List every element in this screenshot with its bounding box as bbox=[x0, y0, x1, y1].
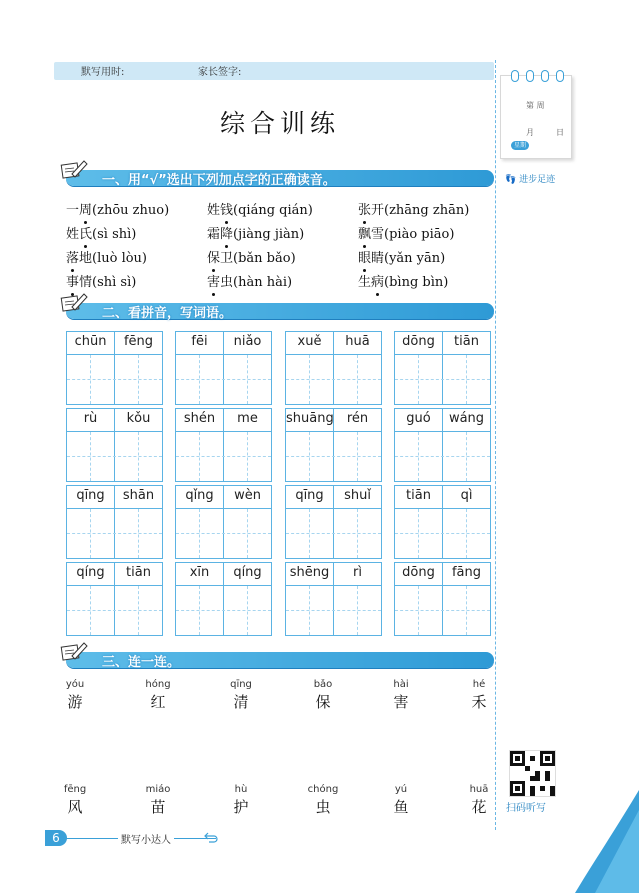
pencil-paper-icon bbox=[60, 291, 88, 313]
corner-decoration bbox=[575, 790, 639, 893]
item-text-post: 地(luò lòu) bbox=[79, 251, 148, 266]
pronunciation-item[interactable] bbox=[358, 247, 445, 266]
pinyin-syllable: guó bbox=[406, 411, 431, 426]
connect-bottom-item[interactable] bbox=[133, 784, 183, 817]
day-label: 日 bbox=[556, 128, 564, 137]
pinyin-syllable: dōng bbox=[402, 334, 435, 349]
guide-line bbox=[176, 533, 271, 534]
pinyin-syllable: qīng bbox=[76, 488, 105, 503]
dotted-character: 钱 bbox=[220, 203, 234, 218]
dotted-character: 落 bbox=[66, 251, 80, 266]
pencil-paper-icon bbox=[60, 640, 88, 662]
writing-cell[interactable] bbox=[175, 408, 272, 482]
section3-banner bbox=[66, 652, 494, 668]
cell-divider bbox=[114, 332, 115, 404]
return-arrow-icon bbox=[203, 832, 219, 844]
pronunciation-item[interactable] bbox=[66, 271, 136, 290]
guide-line bbox=[418, 432, 419, 481]
guide-line bbox=[286, 379, 381, 380]
pinyin-syllable: shén bbox=[183, 411, 216, 426]
guide-line bbox=[67, 456, 162, 457]
progress-text: 进步足迹 bbox=[519, 175, 556, 185]
guide-line bbox=[247, 355, 248, 404]
pinyin-syllable: qì bbox=[460, 488, 473, 503]
guide-line bbox=[90, 509, 91, 558]
item-text-post: 情(shì sì) bbox=[79, 275, 137, 290]
hanzi: 风 bbox=[67, 798, 83, 816]
item-text-post: (sì shì) bbox=[92, 227, 137, 242]
section1-banner bbox=[66, 170, 494, 186]
pinyin-syllable: qíng bbox=[233, 565, 262, 580]
pronunciation-item[interactable] bbox=[358, 271, 448, 290]
hanzi: 红 bbox=[150, 693, 166, 711]
guide-line bbox=[67, 379, 162, 380]
guide-line bbox=[395, 533, 490, 534]
margin-divider bbox=[495, 60, 496, 830]
guide-line bbox=[138, 509, 139, 558]
dotted-character: 保 bbox=[207, 251, 221, 266]
guide-line bbox=[309, 355, 310, 404]
guide-line bbox=[138, 355, 139, 404]
guide-line bbox=[90, 432, 91, 481]
guide-line bbox=[395, 379, 490, 380]
item-text-post: (qiáng qián) bbox=[233, 203, 313, 218]
guide-line bbox=[176, 456, 271, 457]
pinyin-syllable: xīn bbox=[189, 565, 210, 580]
item-text-post: (bìng bìn) bbox=[384, 275, 449, 290]
pinyin: hóng bbox=[145, 679, 171, 690]
guide-line bbox=[309, 432, 310, 481]
guide-line bbox=[199, 586, 200, 635]
pinyin: hài bbox=[393, 679, 409, 690]
guide-line bbox=[199, 432, 200, 481]
guide-line bbox=[357, 355, 358, 404]
pinyin: hé bbox=[472, 679, 486, 690]
guide-line bbox=[67, 533, 162, 534]
pinyin-syllable: fēi bbox=[191, 334, 208, 349]
writing-cell[interactable] bbox=[285, 562, 382, 636]
section1-heading: 一、用“√”选出下列加点字的正确读音。 bbox=[102, 173, 336, 188]
dotted-character: 氏 bbox=[79, 227, 93, 242]
dotted-character: 事 bbox=[66, 275, 80, 290]
writing-cell[interactable] bbox=[394, 408, 491, 482]
pinyin: fēng bbox=[63, 784, 87, 795]
section3-heading: 三、连一连。 bbox=[102, 655, 181, 670]
pinyin-syllable: fāng bbox=[451, 565, 482, 580]
dictation-time-label: 默写用时: bbox=[81, 67, 125, 78]
pinyin-syllable: rì bbox=[353, 565, 362, 580]
guide-line bbox=[247, 586, 248, 635]
item-text-post: (zhōu zhuo) bbox=[92, 203, 170, 218]
connect-bottom-item[interactable] bbox=[454, 784, 504, 817]
guide-line bbox=[357, 432, 358, 481]
pinyin-syllable: xuě bbox=[297, 334, 322, 349]
item-text-pre: 一 bbox=[66, 203, 80, 218]
pronunciation-item[interactable] bbox=[66, 247, 147, 266]
pinyin-syllable: me bbox=[237, 411, 258, 426]
pinyin-syllable: fēng bbox=[123, 334, 154, 349]
pinyin-syllable: niǎo bbox=[233, 334, 262, 349]
footprint-icon: 👣 bbox=[505, 175, 517, 185]
writing-cell[interactable] bbox=[66, 408, 163, 482]
guide-line bbox=[67, 610, 162, 611]
guide-line bbox=[199, 355, 200, 404]
ring-icon bbox=[511, 70, 519, 82]
cell-divider bbox=[114, 486, 115, 558]
writing-cell[interactable] bbox=[175, 485, 272, 559]
cell-divider bbox=[442, 486, 443, 558]
pinyin-syllable: huā bbox=[345, 334, 370, 349]
cell-divider bbox=[223, 332, 224, 404]
cell-divider bbox=[114, 409, 115, 481]
pinyin: qīng bbox=[230, 679, 252, 690]
hanzi: 害 bbox=[393, 693, 409, 711]
connect-top-item[interactable] bbox=[50, 679, 100, 712]
pinyin: hù bbox=[234, 784, 248, 795]
cell-divider bbox=[223, 563, 224, 635]
item-text-pre: 霜 bbox=[207, 227, 221, 242]
pronunciation-item[interactable] bbox=[207, 199, 313, 218]
guide-line bbox=[90, 586, 91, 635]
cell-divider bbox=[333, 563, 334, 635]
cell-divider bbox=[442, 563, 443, 635]
guide-line bbox=[138, 586, 139, 635]
ring-icon bbox=[526, 70, 534, 82]
pronunciation-item[interactable] bbox=[207, 271, 292, 290]
pinyin-syllable: qíng bbox=[76, 565, 105, 580]
connect-top-item[interactable] bbox=[376, 679, 426, 712]
connect-top-item[interactable] bbox=[454, 679, 504, 712]
pinyin-syllable: kǒu bbox=[126, 411, 151, 426]
page-number: 6 bbox=[45, 830, 67, 846]
pinyin: miáo bbox=[145, 784, 171, 795]
dotted-character: 降 bbox=[220, 227, 234, 242]
hanzi: 保 bbox=[315, 693, 331, 711]
connect-bottom-item[interactable] bbox=[376, 784, 426, 817]
writing-cell[interactable] bbox=[285, 408, 382, 482]
pinyin: chóng bbox=[307, 784, 339, 795]
cell-divider bbox=[223, 409, 224, 481]
writing-cell[interactable] bbox=[394, 331, 491, 405]
pinyin-syllable: shān bbox=[122, 488, 155, 503]
hanzi: 清 bbox=[233, 693, 249, 711]
hanzi: 花 bbox=[471, 798, 487, 816]
weekday-badge: 星期 bbox=[511, 141, 529, 150]
guide-line bbox=[466, 509, 467, 558]
ring-icon bbox=[541, 70, 549, 82]
hanzi: 鱼 bbox=[393, 798, 409, 816]
guide-line bbox=[418, 509, 419, 558]
guide-line bbox=[286, 456, 381, 457]
week-label: 第 周 bbox=[526, 101, 545, 110]
header-strip bbox=[54, 62, 494, 80]
hanzi: 禾 bbox=[471, 693, 487, 711]
connect-bottom-item[interactable] bbox=[50, 784, 100, 817]
guide-line bbox=[466, 432, 467, 481]
qr-icon bbox=[510, 751, 555, 796]
connect-top-item[interactable] bbox=[133, 679, 183, 712]
connect-top-item[interactable] bbox=[298, 679, 348, 712]
guide-line bbox=[357, 586, 358, 635]
dotted-character: 飘 bbox=[358, 227, 372, 242]
pencil-paper-icon bbox=[60, 158, 88, 180]
writing-cell[interactable] bbox=[285, 331, 382, 405]
pronunciation-item[interactable] bbox=[207, 223, 304, 242]
item-text-pre: 生 bbox=[358, 275, 372, 290]
hanzi: 虫 bbox=[315, 798, 331, 816]
guide-line bbox=[395, 610, 490, 611]
pinyin-syllable: qīng bbox=[295, 488, 324, 503]
cell-divider bbox=[114, 563, 115, 635]
book-title: 默写小达人 bbox=[118, 831, 174, 846]
pinyin-syllable: shuǐ bbox=[344, 488, 371, 503]
connect-bottom-item[interactable] bbox=[216, 784, 266, 817]
writing-cell[interactable] bbox=[66, 331, 163, 405]
cell-divider bbox=[442, 409, 443, 481]
pinyin: yú bbox=[394, 784, 408, 795]
dotted-character: 眼 bbox=[358, 251, 372, 266]
dotted-character: 张 bbox=[358, 203, 372, 218]
guide-line bbox=[286, 610, 381, 611]
cell-divider bbox=[333, 409, 334, 481]
pronunciation-item[interactable] bbox=[66, 199, 169, 218]
cell-divider bbox=[223, 486, 224, 558]
section2-heading: 二、看拼音，写词语。 bbox=[102, 306, 233, 321]
section2-banner bbox=[66, 303, 494, 319]
qr-code[interactable] bbox=[509, 750, 556, 797]
guide-line bbox=[247, 509, 248, 558]
guide-line bbox=[247, 432, 248, 481]
pinyin-syllable: tiān bbox=[454, 334, 479, 349]
writing-cell[interactable] bbox=[175, 562, 272, 636]
pronunciation-item[interactable] bbox=[207, 247, 296, 266]
item-text-post: 开(zhāng zhān) bbox=[371, 203, 470, 218]
item-text-pre: 姓 bbox=[207, 203, 221, 218]
guide-line bbox=[199, 509, 200, 558]
item-text-post: 虫(hàn hài) bbox=[220, 275, 293, 290]
writing-cell[interactable] bbox=[394, 562, 491, 636]
hanzi: 游 bbox=[67, 693, 83, 711]
guide-line bbox=[418, 355, 419, 404]
writing-cell[interactable] bbox=[394, 485, 491, 559]
pinyin-syllable: rù bbox=[83, 411, 98, 426]
guide-line bbox=[286, 533, 381, 534]
pinyin-syllable: tiān bbox=[406, 488, 431, 503]
hanzi: 护 bbox=[233, 798, 249, 816]
writing-cell[interactable] bbox=[285, 485, 382, 559]
pronunciation-item[interactable] bbox=[66, 223, 136, 242]
item-text-post: 卫(bǎn bǎo) bbox=[220, 251, 296, 266]
parent-sign-label: 家长签字: bbox=[198, 67, 242, 78]
connect-top-item[interactable] bbox=[216, 679, 266, 712]
cell-divider bbox=[442, 332, 443, 404]
dotted-character: 周 bbox=[79, 203, 93, 218]
progress-label bbox=[505, 172, 555, 185]
writing-cell[interactable] bbox=[66, 562, 163, 636]
pinyin-syllable: tiān bbox=[126, 565, 151, 580]
ring-icon bbox=[556, 70, 564, 82]
guide-line bbox=[176, 379, 271, 380]
pinyin: yóu bbox=[65, 679, 85, 690]
guide-line bbox=[309, 586, 310, 635]
pinyin-syllable: rén bbox=[346, 411, 369, 426]
pronunciation-item[interactable] bbox=[358, 199, 469, 218]
page-title: 综合训练 bbox=[219, 109, 340, 138]
guide-line bbox=[138, 432, 139, 481]
connect-bottom-item[interactable] bbox=[298, 784, 348, 817]
dotted-character: 病 bbox=[371, 275, 385, 290]
pinyin: huā bbox=[469, 784, 489, 795]
pronunciation-item[interactable] bbox=[358, 223, 454, 242]
hanzi: 苗 bbox=[150, 798, 166, 816]
guide-line bbox=[466, 586, 467, 635]
item-text-post: 雪(piào piāo) bbox=[371, 227, 455, 242]
guide-line bbox=[418, 586, 419, 635]
item-text-pre: 姓 bbox=[66, 227, 80, 242]
pinyin-syllable: chūn bbox=[74, 334, 107, 349]
item-text-post: 睛(yǎn yān) bbox=[371, 251, 446, 266]
guide-line bbox=[90, 355, 91, 404]
cell-divider bbox=[333, 486, 334, 558]
writing-cell[interactable] bbox=[175, 331, 272, 405]
pinyin-syllable: shēng bbox=[289, 565, 330, 580]
pinyin-syllable: shuāng bbox=[286, 411, 334, 426]
guide-line bbox=[309, 509, 310, 558]
dotted-character: 害 bbox=[207, 275, 221, 290]
writing-cell[interactable] bbox=[66, 485, 163, 559]
pinyin-syllable: qǐng bbox=[185, 488, 214, 503]
pinyin-syllable: dōng bbox=[402, 565, 435, 580]
cell-divider bbox=[333, 332, 334, 404]
guide-line bbox=[466, 355, 467, 404]
item-text-post: (jiàng jiàn) bbox=[233, 227, 305, 242]
guide-line bbox=[176, 610, 271, 611]
guide-line bbox=[395, 456, 490, 457]
guide-line bbox=[357, 509, 358, 558]
qr-label: 扫码听写 bbox=[506, 803, 546, 814]
pinyin-syllable: wèn bbox=[234, 488, 261, 503]
pinyin-syllable: wáng bbox=[448, 411, 485, 426]
month-label: 月 bbox=[526, 128, 534, 137]
pinyin: bǎo bbox=[313, 679, 333, 690]
